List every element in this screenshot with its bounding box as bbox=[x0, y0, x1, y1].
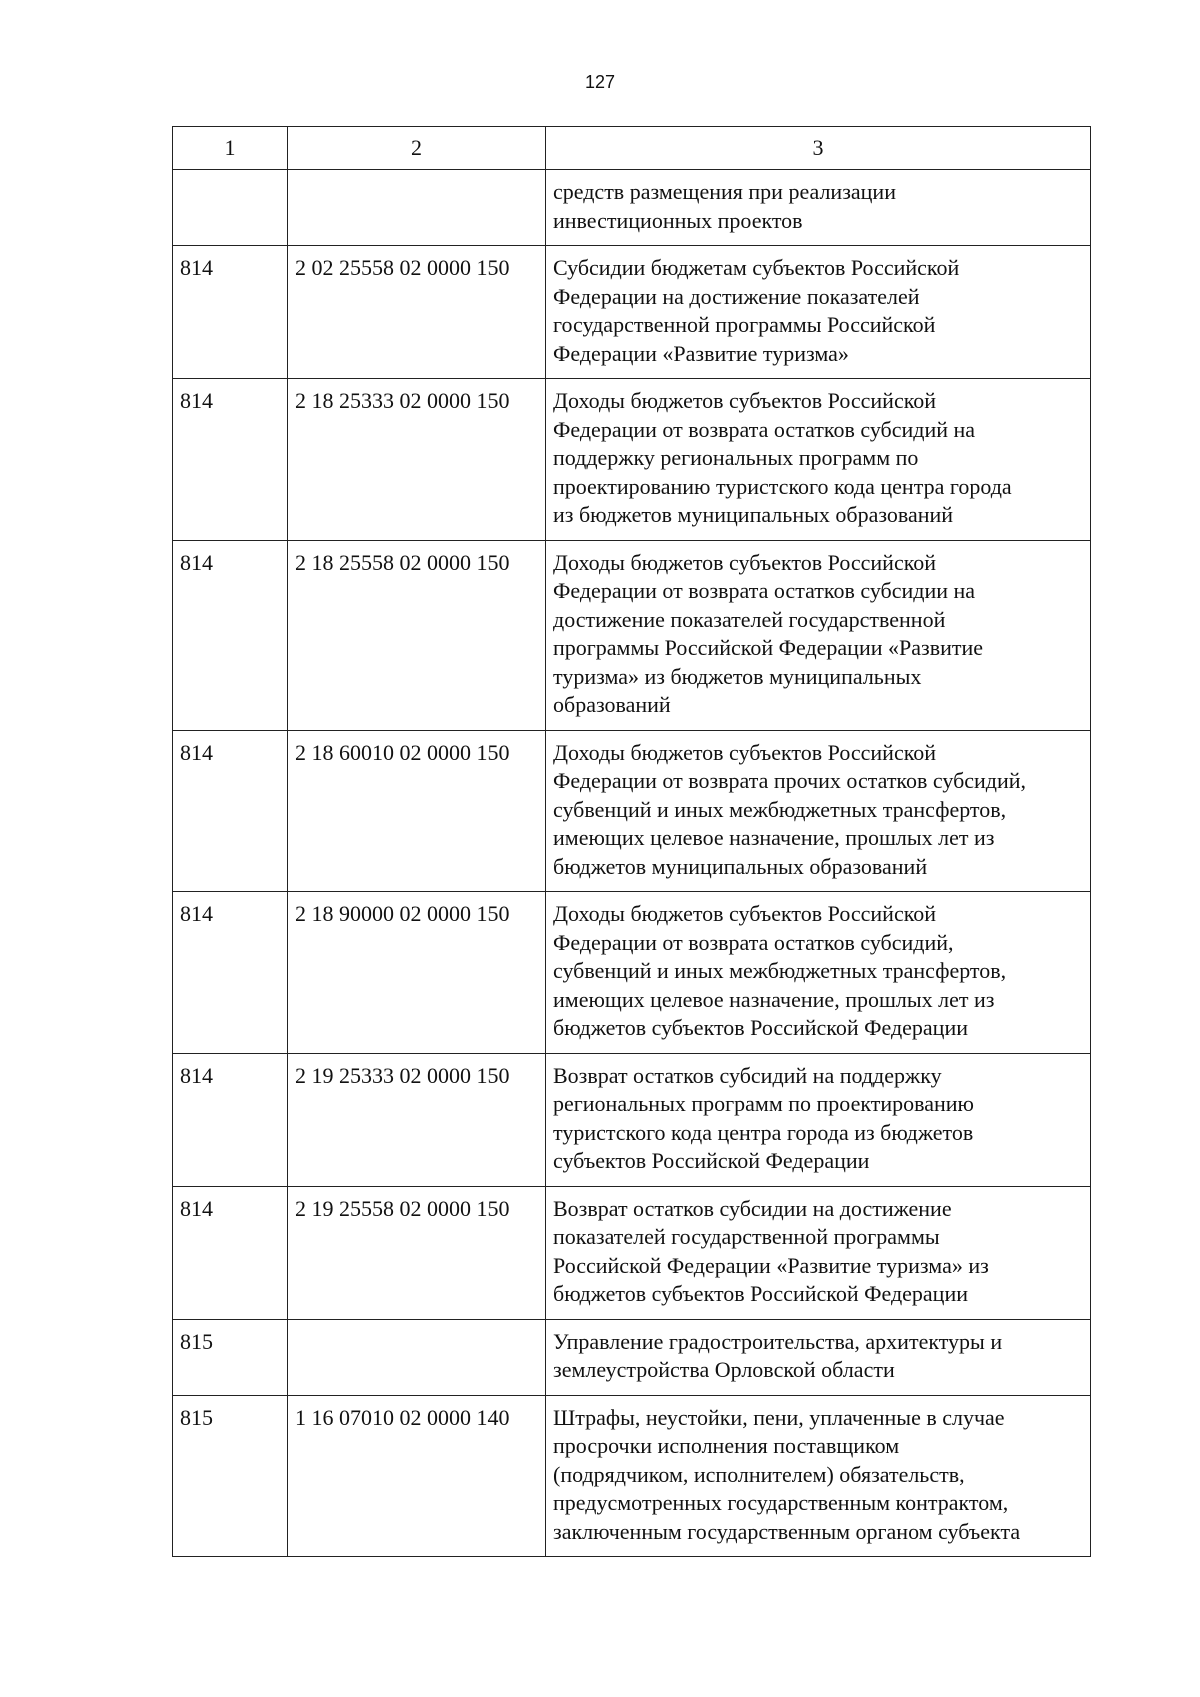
table-row bbox=[173, 379, 1091, 541]
revenue-code-table bbox=[172, 126, 1091, 1557]
column-header-name: 3 bbox=[546, 127, 1091, 170]
cell-budget-code bbox=[288, 170, 546, 246]
cell-revenue-name: Возврат остатков субсидий на поддержку региональных программ по проектированию туристского кода центра города из бюджетов субъектов Российской Федерации bbox=[546, 1053, 1091, 1186]
table-row bbox=[173, 170, 1091, 246]
cell-revenue-name: Доходы бюджетов субъектов Российской Федерации от возврата остатков субсидии на достижение показателей государственной программы Российской Федерации «Развитие туризма» из бюджетов муниципальных образований bbox=[546, 540, 1091, 730]
cell-revenue-name: Доходы бюджетов субъектов Российской Федерации от возврата прочих остатков субсидий, субвенций и иных межбюджетных трансфертов, имеющих целевое назначение, прошлых лет из бюджетов муниципальных образований bbox=[546, 730, 1091, 892]
cell-budget-code: 2 18 90000 02 0000 150 bbox=[288, 892, 546, 1054]
cell-revenue-name: Штрафы, неустойки, пени, уплаченные в случае просрочки исполнения поставщиком (подрядчиком, исполнителем) обязательств, предусмотренных государственным контрактом, заключенным государственным органом субъекта bbox=[546, 1395, 1091, 1557]
cell-admin-code: 814 bbox=[173, 730, 288, 892]
table-row bbox=[173, 1186, 1091, 1319]
cell-revenue-name: Возврат остатков субсидии на достижение показателей государственной программы Российской Федерации «Развитие туризма» из бюджетов субъектов Российской Федерации bbox=[546, 1186, 1091, 1319]
table-row bbox=[173, 246, 1091, 379]
cell-admin-code: 814 bbox=[173, 892, 288, 1054]
cell-revenue-name: Субсидии бюджетам субъектов Российской Федерации на достижение показателей государственной программы Российской Федерации «Развитие туризма» bbox=[546, 246, 1091, 379]
cell-admin-code: 814 bbox=[173, 379, 288, 541]
cell-budget-code: 1 16 07010 02 0000 140 bbox=[288, 1395, 546, 1557]
column-header-admin: 1 bbox=[173, 127, 288, 170]
column-header-code: 2 bbox=[288, 127, 546, 170]
cell-admin-code: 814 bbox=[173, 540, 288, 730]
cell-budget-code bbox=[288, 1319, 546, 1395]
table-row bbox=[173, 730, 1091, 892]
cell-admin-code: 814 bbox=[173, 1053, 288, 1186]
cell-admin-code: 815 bbox=[173, 1319, 288, 1395]
table-row bbox=[173, 540, 1091, 730]
cell-revenue-name: Управление градостроительства, архитектуры и землеустройства Орловской области bbox=[546, 1319, 1091, 1395]
cell-revenue-name: Доходы бюджетов субъектов Российской Федерации от возврата остатков субсидий, субвенций и иных межбюджетных трансфертов, имеющих целевое назначение, прошлых лет из бюджетов субъектов Российской Федерации bbox=[546, 892, 1091, 1054]
cell-admin-code: 815 bbox=[173, 1395, 288, 1557]
cell-budget-code: 2 19 25558 02 0000 150 bbox=[288, 1186, 546, 1319]
table-header-row bbox=[173, 127, 1091, 170]
cell-budget-code: 2 02 25558 02 0000 150 bbox=[288, 246, 546, 379]
cell-admin-code bbox=[173, 170, 288, 246]
cell-admin-code: 814 bbox=[173, 246, 288, 379]
cell-budget-code: 2 18 60010 02 0000 150 bbox=[288, 730, 546, 892]
cell-budget-code: 2 18 25333 02 0000 150 bbox=[288, 379, 546, 541]
table-row bbox=[173, 1395, 1091, 1557]
cell-revenue-name: средств размещения при реализации инвестиционных проектов bbox=[546, 170, 1091, 246]
table-row bbox=[173, 1053, 1091, 1186]
cell-budget-code: 2 19 25333 02 0000 150 bbox=[288, 1053, 546, 1186]
cell-revenue-name: Доходы бюджетов субъектов Российской Федерации от возврата остатков субсидий на поддержку региональных программ по проектированию туристского кода центра города из бюджетов муниципальных образований bbox=[546, 379, 1091, 541]
page-number: 127 bbox=[584, 72, 616, 92]
cell-admin-code: 814 bbox=[173, 1186, 288, 1319]
table-row bbox=[173, 892, 1091, 1054]
table-row bbox=[173, 1319, 1091, 1395]
cell-budget-code: 2 18 25558 02 0000 150 bbox=[288, 540, 546, 730]
